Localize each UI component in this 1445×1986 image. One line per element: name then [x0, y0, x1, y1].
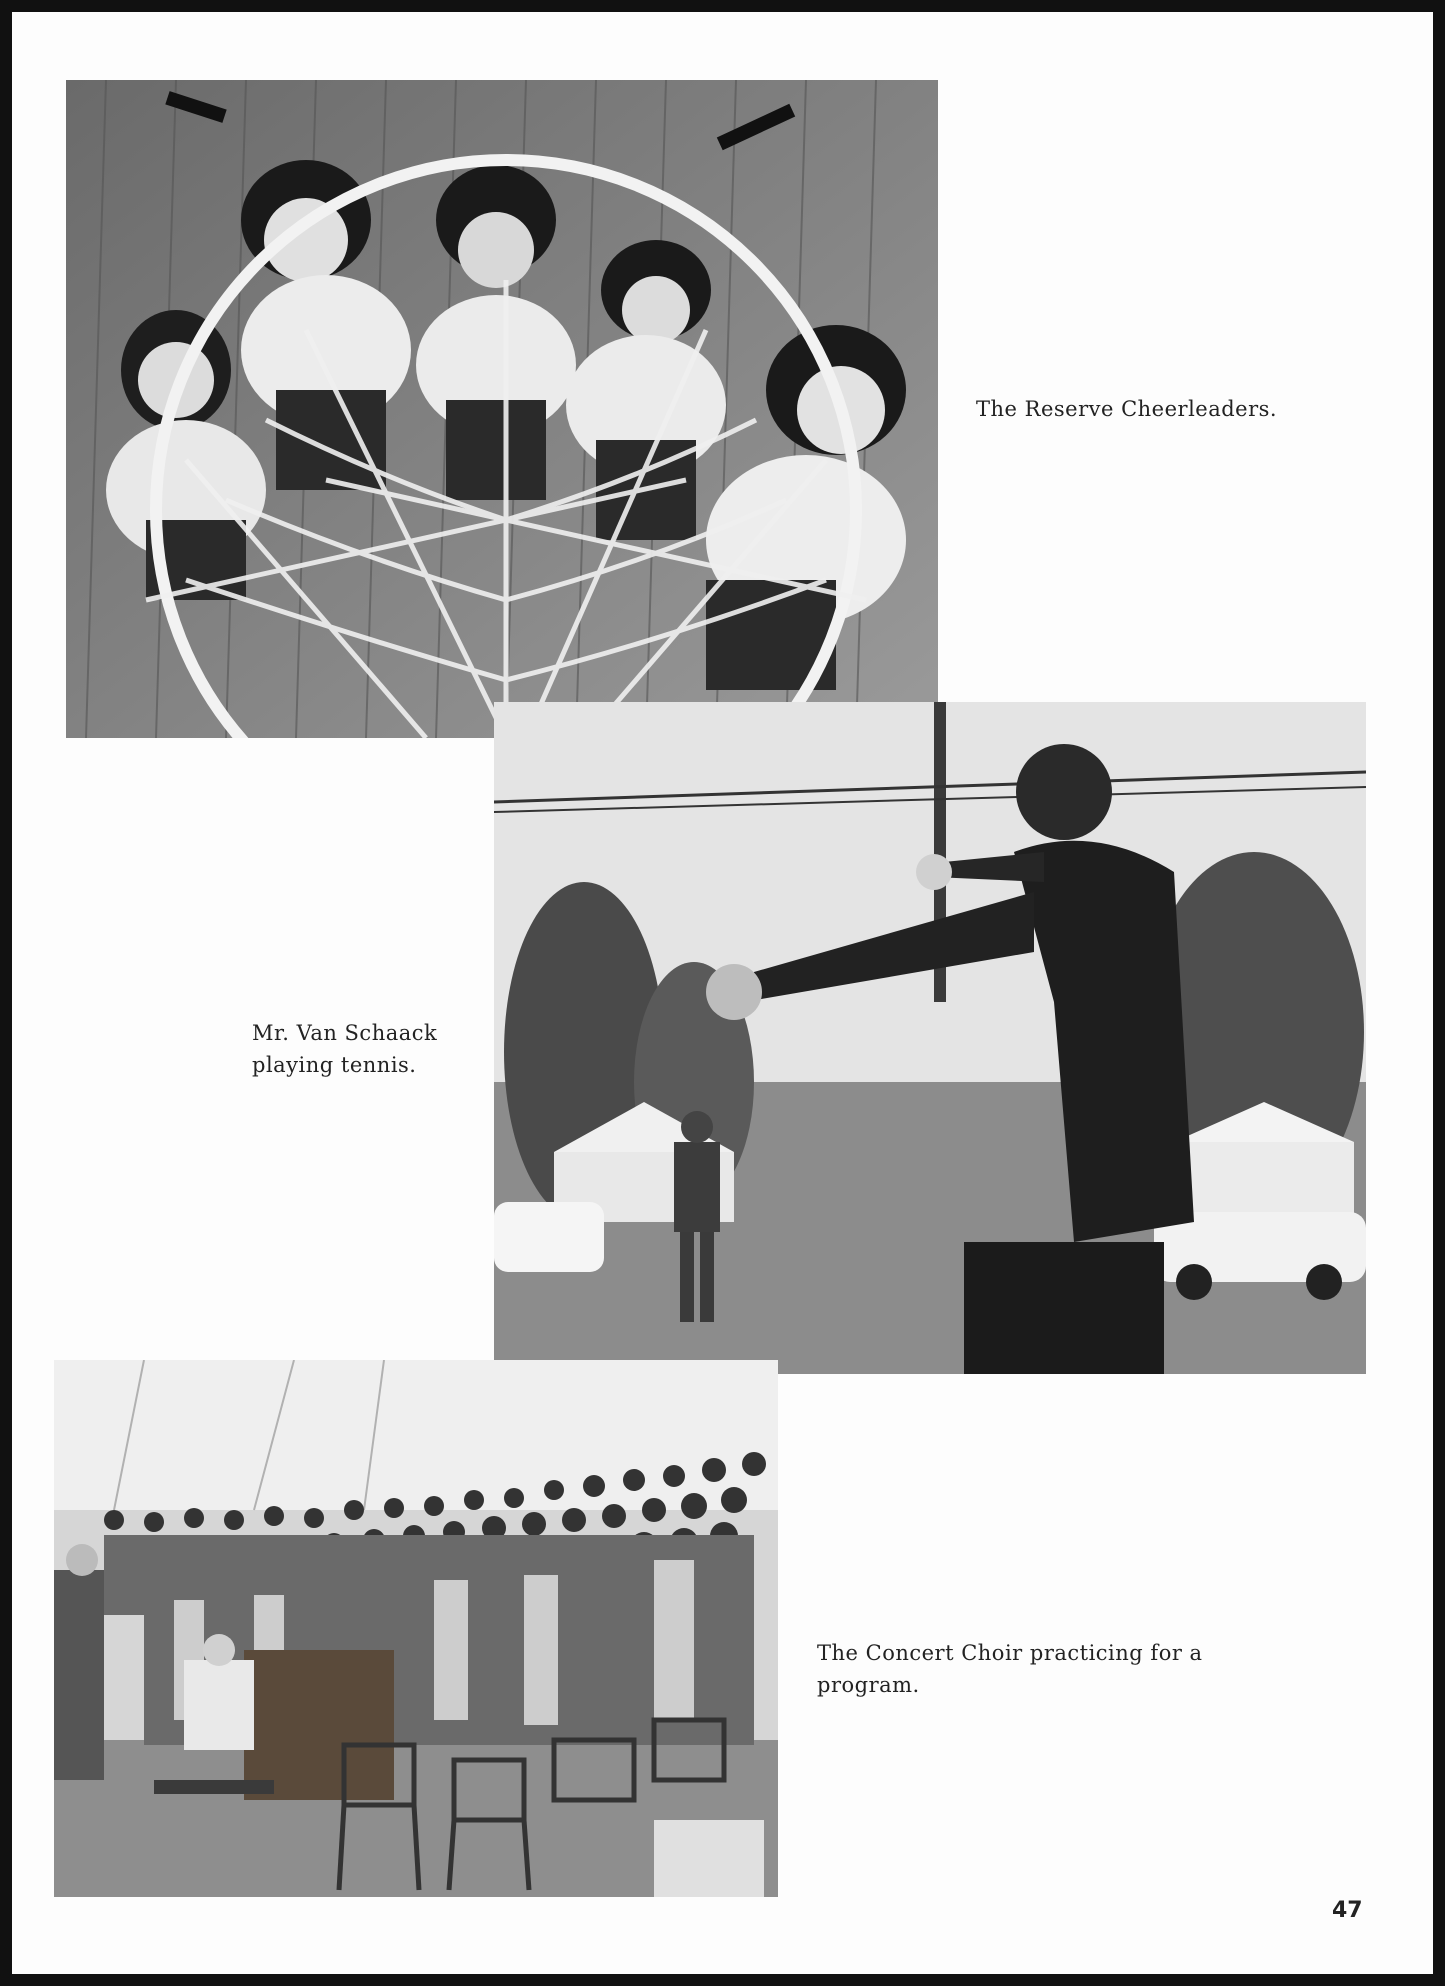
cheerleaders-caption: The Reserve Cheerleaders.: [976, 397, 1278, 421]
tennis-caption-line2: playing tennis.: [252, 1053, 417, 1077]
tennis-caption-line1: Mr. Van Schaack: [252, 1021, 438, 1045]
page-number: 47: [1332, 1898, 1363, 1923]
choir-image: [54, 1360, 778, 1897]
tennis-photo: [494, 702, 1366, 1374]
cheerleaders-photo: [66, 80, 938, 738]
cheerleaders-image: [66, 80, 938, 738]
yearbook-page: [12, 12, 1433, 1974]
choir-photo: [54, 1360, 778, 1897]
tennis-image: [494, 702, 1366, 1374]
choir-caption-line1: The Concert Choir practicing for a: [817, 1641, 1203, 1665]
choir-caption-line2: program.: [817, 1673, 920, 1697]
